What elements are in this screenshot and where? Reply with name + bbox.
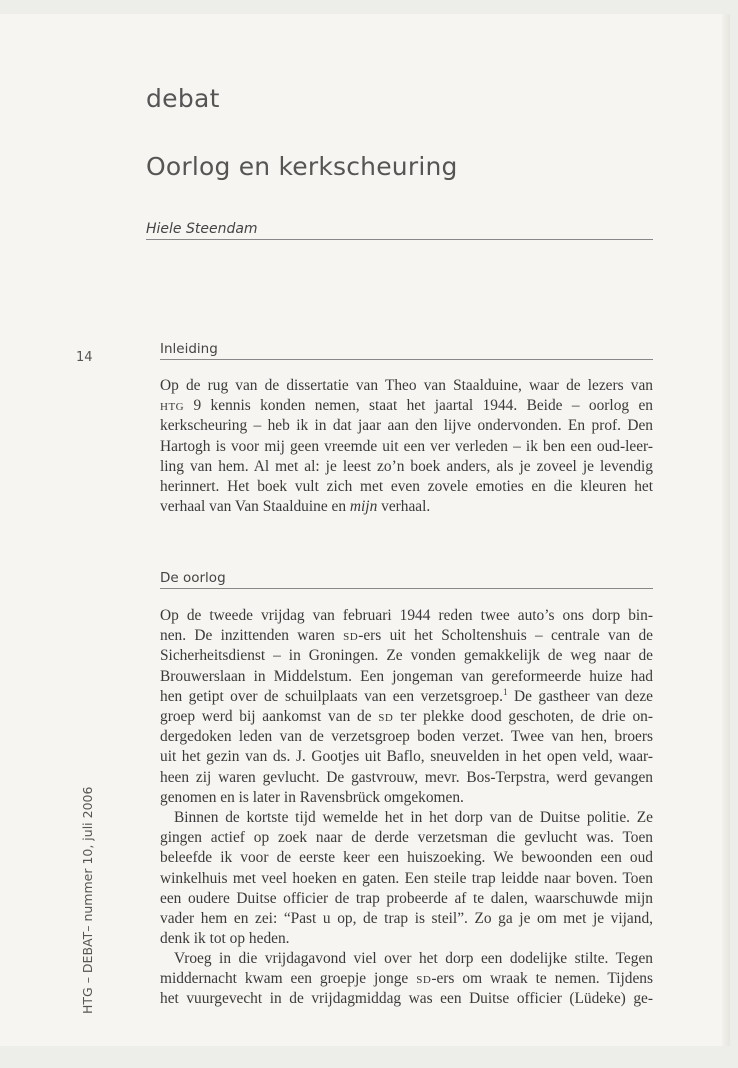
section-heading-de-oorlog: De oorlog — [160, 570, 653, 589]
text-line: nen. De inzittenden waren sd-ers uit het Scholtenshuis – centrale van de — [160, 627, 654, 645]
text-line: Op de tweede vrijdag van februari 1944 reden twee auto’s ons dorp bin- — [160, 607, 653, 624]
text-line: Sicherheitsdienst – in Groningen. Ze vonden gemakkelijk de weg naar de — [160, 647, 653, 665]
text-line: kerkscheuring – heb ik in dat jaar aan den lijve ondervonden. En prof. Den — [160, 417, 653, 435]
paragraph — [160, 376, 653, 517]
paragraph — [160, 606, 653, 808]
text-line: gingen actief op zoek naar de derde verzetsman die gevlucht was. Toen — [160, 829, 653, 847]
text-line: genomen en is later in Ravensbrück omgekomen. — [160, 788, 464, 806]
text-line: beleefde ik voor de eerste keer een huiszoeking. We bewoonden een oud — [160, 849, 653, 867]
text-line: Brouwerslaan in Middelstum. Een jongeman van gereformeerde huize had — [160, 667, 653, 685]
article-title: Oorlog en kerkscheuring — [146, 152, 458, 181]
text-line: een oudere Duitse officier de trap probeerde af te dalen, waarschuwde mijn — [160, 889, 653, 907]
text-line: Op de rug van de dissertatie van Theo van Staalduine, waar de lezers van — [160, 377, 653, 394]
text-line: herinnert. Het boek vult zich met even zovele emoties en die kleuren het — [160, 478, 653, 496]
section-heading-inleiding: Inleiding — [160, 341, 653, 360]
paragraph — [160, 949, 653, 1010]
text-line: Binnen de kortste tijd wemelde het in het dorp van de Duitse politie. Ze — [174, 809, 653, 826]
author-name: Hiele Steendam — [146, 221, 653, 240]
text-line: Vroeg in die vrijdagavond viel over het dorp een dodelijke stilte. Tegen — [174, 950, 653, 967]
text-line: uit het gezin van ds. J. Gootjes uit Baflo, sneuvelden in het open veld, waar- — [160, 748, 653, 766]
text-line: groep werd bij aankomst van de sd ter plekke dood geschoten, de drie on- — [160, 708, 653, 726]
text-line: het vuurgevecht in de vrijdagmiddag was een Duitse officier (Lüdeke) ge- — [160, 990, 653, 1008]
text-line: ling van hem. Al met al: je leest zo’n boek anders, als je zoveel je levendig — [160, 457, 653, 475]
running-footer: HTG – DEBAT– nummer 10, juli 2006 — [80, 786, 95, 1014]
text-line: denk ik tot op heden. — [160, 930, 290, 948]
text-line: heen zij waren gevlucht. De gastvrouw, mevr. Bos-Terpstra, werd gevangen — [160, 768, 653, 786]
page-edge — [722, 14, 730, 1046]
text-line: hen getipt over de schuilplaats van een verzetsgroep.$^1$ De gastheer van deze — [160, 686, 653, 705]
paragraph — [160, 808, 653, 949]
text-line: dergedoken leden van de verzetsgroep boden verzet. Twee van hen, broers — [160, 728, 653, 746]
text-line: verhaal van Van Staalduine en mijn verhaal. — [160, 498, 431, 516]
section-label: debat — [146, 84, 220, 113]
journal-page — [0, 14, 730, 1046]
text-line: winkelhuis met veel hoeken en gaten. Een steile trap leidde naar boven. Toen — [160, 869, 653, 887]
text-line: middernacht kwam een groepje jonge sd-ers om wraak te nemen. Tijdens — [160, 970, 653, 988]
text-line: vader hem en zei: “Past u op, de trap is steil”. Zo ga je om met je vijand, — [160, 910, 653, 928]
text-line: Hartogh is voor mij geen vreemde uit een ver verleden – ik ben een oud-leer- — [160, 437, 653, 455]
page-number: 14 — [76, 350, 93, 365]
text-line: htg 9 kennis konden nemen, staat het jaartal 1944. Beide – oorlog en — [160, 397, 653, 415]
